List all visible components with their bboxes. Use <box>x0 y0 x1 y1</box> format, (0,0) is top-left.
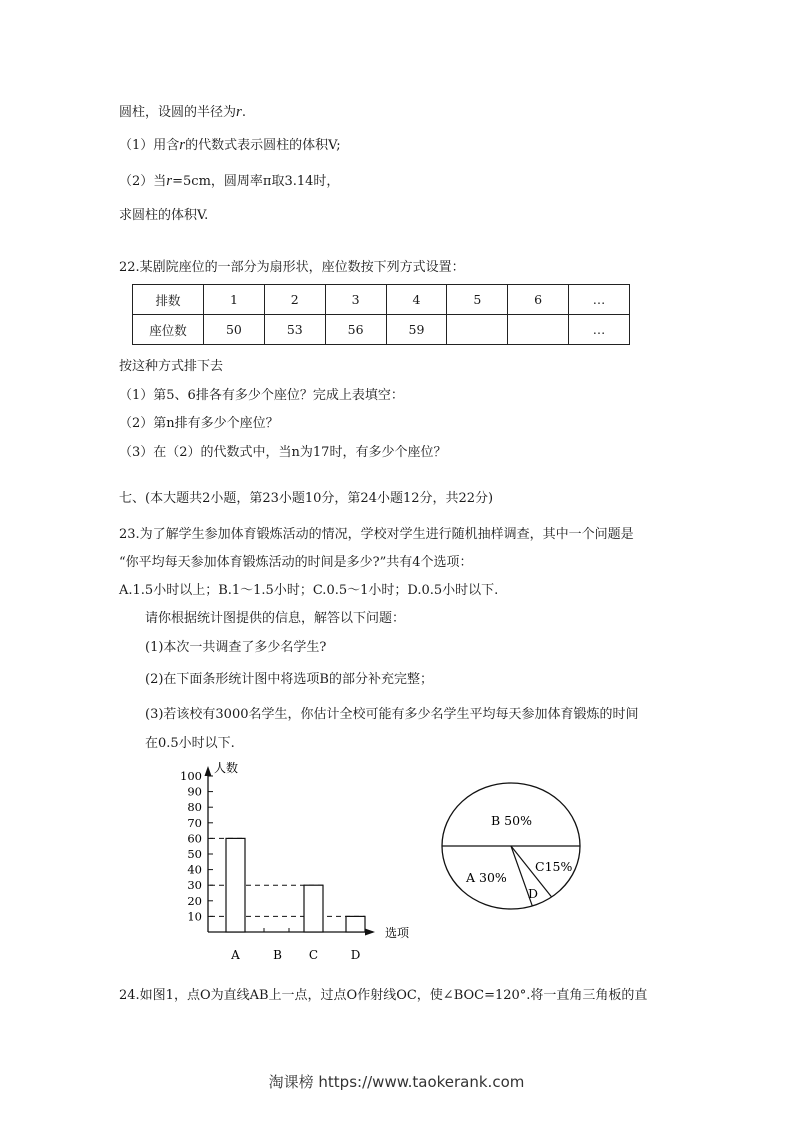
table-cell: 53 <box>264 315 325 345</box>
q23-line2: “你平均每天参加体育锻炼活动的时间是多少?”共有4个选项： <box>119 555 473 570</box>
y-axis-arrow-icon <box>205 766 212 776</box>
y-tick-label: 30 <box>187 878 202 893</box>
q24-line1: 24.如图1，点O为直线AB上一点，过点O作射线OC，使∠BOC=120°.将一直角三角板的直 <box>119 988 648 1003</box>
footer-watermark: 淘课榜 https://www.taokerank.com <box>268 1073 525 1091</box>
table-cell: … <box>569 285 630 315</box>
pie-label-d: D <box>528 886 539 901</box>
table-cell: 4 <box>386 285 447 315</box>
x-axis-label: 选项 <box>385 926 410 940</box>
table-cell: 2 <box>264 285 325 315</box>
y-tick-label: 20 <box>187 893 202 908</box>
pie-label-a: A 30% <box>466 870 507 885</box>
y-tick-label: 10 <box>187 909 202 924</box>
q23-line4: 请你根据统计图提供的信息，解答以下问题： <box>145 611 406 626</box>
q23-sub3a: (3)若该校有3000名学生，你估计全校可能有多少名学生平均每天参加体育锻炼的时间 <box>145 707 639 722</box>
table-cell: 6 <box>508 285 569 315</box>
y-tick-label: 80 <box>187 800 202 815</box>
y-tick-label: 100 <box>180 769 202 783</box>
table-cell: … <box>569 315 630 345</box>
table-cell: 50 <box>204 315 265 345</box>
x-tick-label: D <box>350 948 361 962</box>
q22-sub1: （1）第5、6排各有多少个座位？完成上表填空： <box>119 388 404 403</box>
q21-line1: 圆柱，设圆的半径为r. <box>119 104 246 120</box>
y-tick-label: 60 <box>187 831 202 846</box>
q21-sub1: （1）用含r的代数式表示圆柱的体积V; <box>119 137 341 153</box>
y-axis-label: 人数 <box>214 761 239 775</box>
pie-chart <box>437 782 587 912</box>
bar-c <box>304 885 323 932</box>
row-header: 排数 <box>133 285 204 315</box>
q23-line3: A.1.5小时以上；B.1～1.5小时；C.0.5～1小时；D.0.5小时以下. <box>119 583 499 598</box>
row-header: 座位数 <box>133 315 204 345</box>
bar-chart-plot <box>180 766 375 962</box>
q22-after: 按这种方式排下去 <box>119 359 224 374</box>
q23-line1: 23.为了解学生参加体育锻炼活动的情况，学校对学生进行随机抽样调查，其中一个问题是 <box>119 527 634 542</box>
table-cell: 3 <box>325 285 386 315</box>
q21-sub2: （2）当r=5cm，圆周率π取3.14时， <box>119 173 340 189</box>
y-tick-label: 70 <box>187 815 202 830</box>
q21-line4: 求圆柱的体积V. <box>119 208 209 223</box>
pie-label-b: B 50% <box>491 813 532 828</box>
table-cell: 1 <box>204 285 265 315</box>
q23-sub1: (1)本次一共调查了多少名学生? <box>145 640 327 655</box>
x-tick-label: B <box>273 948 282 962</box>
pie-label-c: C15% <box>535 859 573 874</box>
x-axis-arrow-icon <box>365 929 375 936</box>
table-row <box>133 285 630 315</box>
q23-sub2: (2)在下面条形统计图中将选项B的部分补充完整； <box>145 672 433 687</box>
bar-d <box>346 916 365 932</box>
y-tick-label: 50 <box>187 847 202 861</box>
table-cell <box>447 315 508 345</box>
table-row <box>133 315 630 345</box>
q22-intro: 22.某剧院座位的一部分为扇形状，座位数按下列方式设置： <box>119 260 465 275</box>
table-cell: 56 <box>325 315 386 345</box>
q22-sub2: （2）第n排有多少个座位？ <box>119 416 279 431</box>
x-tick-label: A <box>231 948 240 962</box>
y-tick-label: 90 <box>187 784 202 799</box>
x-tick-label: C <box>308 948 319 962</box>
q23-sub3b: 在0.5小时以下. <box>145 736 235 751</box>
table-cell: 59 <box>386 315 447 345</box>
pie-chart-plot <box>442 783 580 909</box>
seat-table <box>132 284 630 345</box>
bar-chart <box>170 758 420 968</box>
section-7-header: 七、(本大题共2小题，第23小题10分，第24小题12分，共22分) <box>119 491 494 506</box>
y-tick-label: 40 <box>187 862 202 877</box>
bar-a <box>226 838 245 932</box>
table-cell <box>508 315 569 345</box>
q22-sub3: （3）在（2）的代数式中，当n为17时，有多少个座位？ <box>119 445 447 460</box>
table-cell: 5 <box>447 285 508 315</box>
